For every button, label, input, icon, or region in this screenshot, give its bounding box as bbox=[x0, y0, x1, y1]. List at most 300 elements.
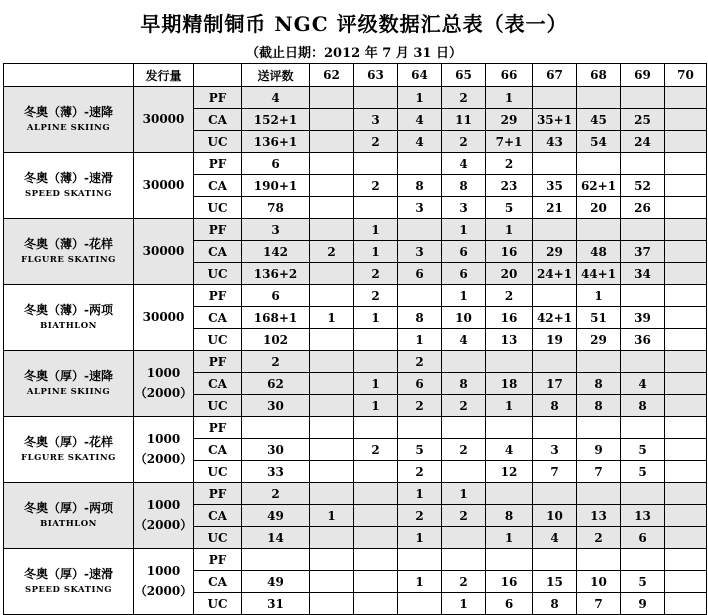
coin-name-cell bbox=[4, 219, 134, 285]
mintage-cell bbox=[134, 87, 194, 153]
coin-name-cell bbox=[4, 285, 134, 351]
grade-count-cell bbox=[310, 87, 354, 109]
grade-count-cell: 34 bbox=[621, 263, 665, 285]
finish-type-cell: UC bbox=[194, 395, 242, 417]
grade-count-cell: 13 bbox=[486, 329, 533, 351]
grade-count-cell: 4 bbox=[442, 153, 486, 175]
finish-type-cell: PF bbox=[194, 153, 242, 175]
finish-type-cell: CA bbox=[194, 439, 242, 461]
grade-count-cell bbox=[354, 153, 398, 175]
grade-count-cell: 2 bbox=[310, 241, 354, 263]
grade-count-cell bbox=[577, 351, 621, 373]
finish-type-cell: CA bbox=[194, 241, 242, 263]
grade-count-cell: 2 bbox=[398, 505, 442, 527]
grade-count-cell bbox=[442, 527, 486, 549]
grade-count-cell bbox=[665, 351, 707, 373]
mintage-cell bbox=[134, 153, 194, 219]
grade-count-cell bbox=[486, 417, 533, 439]
grade-count-cell bbox=[310, 219, 354, 241]
grade-count-cell: 7 bbox=[533, 461, 577, 483]
grade-count-cell: 9 bbox=[577, 439, 621, 461]
coin-name-en: ALPINE SKIING bbox=[26, 123, 111, 134]
grade-count-cell: 51 bbox=[577, 307, 621, 329]
mintage-alt-value: （2000） bbox=[134, 451, 193, 466]
grade-count-cell bbox=[621, 549, 665, 571]
grade-count-cell bbox=[665, 131, 707, 153]
grade-count-cell: 9 bbox=[621, 593, 665, 615]
grade-count-cell bbox=[533, 153, 577, 175]
grade-count-cell: 1 bbox=[442, 219, 486, 241]
grade-count-cell bbox=[442, 549, 486, 571]
submitted-count-cell: 6 bbox=[242, 153, 310, 175]
finish-type-cell: UC bbox=[194, 131, 242, 153]
grade-count-cell bbox=[665, 417, 707, 439]
grade-count-cell bbox=[665, 571, 707, 593]
grade-count-cell: 1 bbox=[398, 571, 442, 593]
grade-count-cell bbox=[354, 571, 398, 593]
grade-count-cell bbox=[442, 461, 486, 483]
grade-count-cell bbox=[665, 395, 707, 417]
grade-count-cell bbox=[665, 505, 707, 527]
grade-count-cell bbox=[310, 527, 354, 549]
mintage-value: 30000 bbox=[142, 177, 185, 192]
submitted-count-cell: 14 bbox=[242, 527, 310, 549]
grade-count-cell: 4 bbox=[398, 109, 442, 131]
grade-count-cell bbox=[354, 351, 398, 373]
finish-type-cell: CA bbox=[194, 175, 242, 197]
header-grade: 66 bbox=[486, 64, 533, 87]
grade-count-cell: 1 bbox=[486, 87, 533, 109]
header-grade: 65 bbox=[442, 64, 486, 87]
grade-count-cell: 3 bbox=[354, 109, 398, 131]
grade-count-cell bbox=[665, 153, 707, 175]
grade-count-cell: 2 bbox=[354, 285, 398, 307]
grade-count-cell: 2 bbox=[354, 131, 398, 153]
grade-count-cell: 29 bbox=[577, 329, 621, 351]
cutoff-date: （截止日期：2012 年 7 月 31 日） bbox=[246, 46, 462, 61]
grade-count-cell: 8 bbox=[398, 175, 442, 197]
grade-count-cell: 2 bbox=[442, 395, 486, 417]
grade-count-cell: 1 bbox=[398, 87, 442, 109]
page-title: 早期精制铜币 NGC 评级数据汇总表（表一） bbox=[140, 12, 568, 36]
grade-count-cell bbox=[621, 483, 665, 505]
grade-count-cell: 16 bbox=[486, 241, 533, 263]
grade-count-cell: 6 bbox=[442, 263, 486, 285]
mintage-value: 30000 bbox=[142, 243, 185, 258]
grade-count-cell bbox=[665, 175, 707, 197]
grade-count-cell: 7 bbox=[577, 461, 621, 483]
grade-count-cell: 1 bbox=[486, 395, 533, 417]
header-grade: 70 bbox=[665, 64, 707, 87]
grade-count-cell: 2 bbox=[486, 153, 533, 175]
table-row bbox=[4, 483, 707, 505]
grade-count-cell: 26 bbox=[621, 197, 665, 219]
table-row bbox=[4, 549, 707, 571]
submitted-count-cell: 168+1 bbox=[242, 307, 310, 329]
coin-name-en: FLGURE SKATING bbox=[21, 255, 116, 266]
mintage-value: 30000 bbox=[142, 111, 185, 126]
coin-name-cell bbox=[4, 549, 134, 615]
grade-count-cell bbox=[310, 483, 354, 505]
submitted-count-cell: 30 bbox=[242, 439, 310, 461]
header-grade: 63 bbox=[354, 64, 398, 87]
grade-count-cell: 1 bbox=[398, 527, 442, 549]
grade-count-cell: 8 bbox=[577, 395, 621, 417]
grade-count-cell: 29 bbox=[533, 241, 577, 263]
grade-count-cell bbox=[621, 153, 665, 175]
grade-count-cell: 8 bbox=[398, 307, 442, 329]
grade-count-cell: 1 bbox=[354, 241, 398, 263]
submitted-count-cell: 62 bbox=[242, 373, 310, 395]
submitted-count-cell: 33 bbox=[242, 461, 310, 483]
mintage-alt-value: （2000） bbox=[134, 517, 193, 532]
grade-count-cell: 18 bbox=[486, 373, 533, 395]
submitted-count-cell: 3 bbox=[242, 219, 310, 241]
grade-count-cell bbox=[398, 593, 442, 615]
grade-count-cell: 23 bbox=[486, 175, 533, 197]
finish-type-cell: PF bbox=[194, 285, 242, 307]
mintage-cell bbox=[134, 417, 194, 483]
grade-count-cell: 8 bbox=[442, 175, 486, 197]
table-row bbox=[4, 351, 707, 373]
finish-type-cell: PF bbox=[194, 351, 242, 373]
finish-type-cell: CA bbox=[194, 571, 242, 593]
coin-name-cell bbox=[4, 351, 134, 417]
submitted-count-cell bbox=[242, 417, 310, 439]
grade-count-cell: 35 bbox=[533, 175, 577, 197]
finish-type-cell: UC bbox=[194, 461, 242, 483]
ngc-grading-table bbox=[3, 63, 707, 615]
grade-count-cell bbox=[310, 329, 354, 351]
coin-name-cell bbox=[4, 153, 134, 219]
grade-count-cell: 2 bbox=[442, 439, 486, 461]
grade-count-cell: 54 bbox=[577, 131, 621, 153]
coin-name-en: FLGURE SKATING bbox=[21, 453, 116, 464]
coin-name-en: BIATHLON bbox=[40, 519, 97, 530]
submitted-count-cell: 49 bbox=[242, 505, 310, 527]
finish-type-cell: CA bbox=[194, 109, 242, 131]
grade-count-cell bbox=[665, 87, 707, 109]
grade-count-cell bbox=[354, 87, 398, 109]
grade-count-cell bbox=[533, 549, 577, 571]
grade-count-cell bbox=[310, 395, 354, 417]
coin-name-cell bbox=[4, 417, 134, 483]
grade-count-cell bbox=[665, 307, 707, 329]
grade-count-cell: 1 bbox=[486, 527, 533, 549]
grade-count-cell bbox=[310, 593, 354, 615]
grade-count-cell: 6 bbox=[398, 373, 442, 395]
finish-type-cell: UC bbox=[194, 197, 242, 219]
grade-count-cell bbox=[398, 153, 442, 175]
grade-count-cell: 3 bbox=[533, 439, 577, 461]
grade-count-cell: 5 bbox=[486, 197, 533, 219]
grade-count-cell: 2 bbox=[442, 571, 486, 593]
coin-name-cn: 冬奥（薄）-两项 bbox=[24, 303, 113, 318]
mintage-value: 1000 bbox=[146, 432, 181, 447]
grade-count-cell: 21 bbox=[533, 197, 577, 219]
grade-count-cell bbox=[665, 373, 707, 395]
grade-count-cell: 6 bbox=[486, 593, 533, 615]
grade-count-cell bbox=[310, 351, 354, 373]
grade-count-cell: 3 bbox=[442, 197, 486, 219]
grade-count-cell bbox=[354, 461, 398, 483]
table-row bbox=[4, 219, 707, 241]
submitted-count-cell: 30 bbox=[242, 395, 310, 417]
grade-count-cell: 1 bbox=[442, 593, 486, 615]
coin-name-cn: 冬奥（薄）-花样 bbox=[24, 237, 113, 252]
coin-name-cn: 冬奥（厚）-两项 bbox=[24, 501, 113, 516]
grade-count-cell: 2 bbox=[398, 351, 442, 373]
header-coin bbox=[4, 64, 134, 87]
header-grade: 64 bbox=[398, 64, 442, 87]
submitted-count-cell: 4 bbox=[242, 87, 310, 109]
header-mintage: 发行量 bbox=[134, 64, 194, 87]
grade-count-cell: 13 bbox=[621, 505, 665, 527]
grade-count-cell: 1 bbox=[398, 329, 442, 351]
coin-name-en: SPEED SKATING bbox=[25, 585, 112, 596]
grade-count-cell bbox=[665, 483, 707, 505]
finish-type-cell: PF bbox=[194, 549, 242, 571]
grade-count-cell bbox=[310, 197, 354, 219]
grade-count-cell bbox=[398, 549, 442, 571]
mintage-cell bbox=[134, 285, 194, 351]
grade-count-cell: 2 bbox=[442, 131, 486, 153]
header-grade: 68 bbox=[577, 64, 621, 87]
grade-count-cell: 4 bbox=[621, 373, 665, 395]
grade-count-cell bbox=[354, 593, 398, 615]
grade-count-cell: 5 bbox=[621, 439, 665, 461]
submitted-count-cell: 152+1 bbox=[242, 109, 310, 131]
mintage-value: 1000 bbox=[146, 564, 181, 579]
grade-count-cell: 17 bbox=[533, 373, 577, 395]
grade-count-cell: 25 bbox=[621, 109, 665, 131]
submitted-count-cell: 2 bbox=[242, 351, 310, 373]
grade-count-cell bbox=[665, 197, 707, 219]
grade-count-cell bbox=[310, 373, 354, 395]
grade-count-cell bbox=[354, 549, 398, 571]
grade-count-cell bbox=[398, 219, 442, 241]
grade-count-cell: 4 bbox=[533, 527, 577, 549]
grade-count-cell bbox=[577, 153, 621, 175]
grade-count-cell: 2 bbox=[354, 175, 398, 197]
finish-type-cell: UC bbox=[194, 593, 242, 615]
finish-type-cell: PF bbox=[194, 483, 242, 505]
grade-count-cell bbox=[665, 593, 707, 615]
mintage-cell bbox=[134, 483, 194, 549]
grade-count-cell bbox=[665, 527, 707, 549]
grade-count-cell bbox=[310, 417, 354, 439]
grade-count-cell: 24+1 bbox=[533, 263, 577, 285]
grade-count-cell: 4 bbox=[398, 131, 442, 153]
grade-count-cell: 42+1 bbox=[533, 307, 577, 329]
grade-count-cell: 1 bbox=[354, 307, 398, 329]
grade-count-cell: 52 bbox=[621, 175, 665, 197]
grade-count-cell: 11 bbox=[442, 109, 486, 131]
grade-count-cell: 5 bbox=[621, 571, 665, 593]
grade-count-cell: 43 bbox=[533, 131, 577, 153]
mintage-cell bbox=[134, 219, 194, 285]
grade-count-cell bbox=[310, 571, 354, 593]
grade-count-cell bbox=[354, 505, 398, 527]
grade-count-cell bbox=[621, 285, 665, 307]
grade-count-cell: 2 bbox=[577, 527, 621, 549]
grade-count-cell bbox=[577, 219, 621, 241]
grade-count-cell: 8 bbox=[577, 373, 621, 395]
grade-count-cell bbox=[310, 175, 354, 197]
submitted-count-cell: 2 bbox=[242, 483, 310, 505]
grade-count-cell bbox=[621, 417, 665, 439]
submitted-count-cell: 190+1 bbox=[242, 175, 310, 197]
grade-count-cell bbox=[577, 483, 621, 505]
grade-count-cell: 4 bbox=[486, 439, 533, 461]
finish-type-cell: PF bbox=[194, 219, 242, 241]
grade-count-cell: 6 bbox=[621, 527, 665, 549]
grade-count-cell: 2 bbox=[398, 395, 442, 417]
finish-type-cell: UC bbox=[194, 527, 242, 549]
finish-type-cell: PF bbox=[194, 417, 242, 439]
grade-count-cell: 1 bbox=[354, 373, 398, 395]
grade-count-cell: 20 bbox=[577, 197, 621, 219]
grade-count-cell bbox=[310, 549, 354, 571]
grade-count-cell: 10 bbox=[577, 571, 621, 593]
coin-name-cn: 冬奥（厚）-花样 bbox=[24, 435, 113, 450]
grade-count-cell bbox=[665, 461, 707, 483]
grade-count-cell: 1 bbox=[577, 285, 621, 307]
mintage-alt-value: （2000） bbox=[134, 583, 193, 598]
grade-count-cell: 4 bbox=[442, 329, 486, 351]
grade-count-cell: 3 bbox=[398, 241, 442, 263]
grade-count-cell: 6 bbox=[398, 263, 442, 285]
finish-type-cell: CA bbox=[194, 307, 242, 329]
grade-count-cell: 2 bbox=[442, 87, 486, 109]
submitted-count-cell: 6 bbox=[242, 285, 310, 307]
grade-count-cell: 5 bbox=[621, 461, 665, 483]
grade-count-cell: 10 bbox=[442, 307, 486, 329]
header-row bbox=[4, 64, 707, 87]
grade-count-cell: 8 bbox=[533, 593, 577, 615]
grade-count-cell bbox=[577, 417, 621, 439]
grade-count-cell: 29 bbox=[486, 109, 533, 131]
grade-count-cell bbox=[354, 527, 398, 549]
mintage-alt-value: （2000） bbox=[134, 385, 193, 400]
grade-count-cell: 39 bbox=[621, 307, 665, 329]
submitted-count-cell: 78 bbox=[242, 197, 310, 219]
coin-name-en: BIATHLON bbox=[40, 321, 97, 332]
grade-count-cell: 10 bbox=[533, 505, 577, 527]
grade-count-cell: 8 bbox=[533, 395, 577, 417]
grade-count-cell: 36 bbox=[621, 329, 665, 351]
grade-count-cell bbox=[486, 483, 533, 505]
grade-count-cell: 7 bbox=[577, 593, 621, 615]
grade-count-cell bbox=[398, 417, 442, 439]
grade-count-cell: 2 bbox=[354, 439, 398, 461]
table-row bbox=[4, 285, 707, 307]
grade-count-cell bbox=[621, 219, 665, 241]
coin-name-cn: 冬奥（厚）-速滑 bbox=[24, 567, 113, 582]
header-grade: 62 bbox=[310, 64, 354, 87]
header-grade: 67 bbox=[533, 64, 577, 87]
grade-count-cell bbox=[310, 461, 354, 483]
grade-count-cell bbox=[665, 329, 707, 351]
coin-name-cn: 冬奥（厚）-速降 bbox=[24, 369, 113, 384]
grade-count-cell: 44+1 bbox=[577, 263, 621, 285]
header-type bbox=[194, 64, 242, 87]
submitted-count-cell: 31 bbox=[242, 593, 310, 615]
grade-count-cell bbox=[310, 153, 354, 175]
grade-count-cell: 6 bbox=[442, 241, 486, 263]
grade-count-cell: 13 bbox=[577, 505, 621, 527]
grade-count-cell bbox=[310, 131, 354, 153]
table-row bbox=[4, 153, 707, 175]
mintage-value: 1000 bbox=[146, 498, 181, 513]
coin-name-cell bbox=[4, 87, 134, 153]
grade-count-cell bbox=[665, 285, 707, 307]
grade-count-cell: 1 bbox=[310, 505, 354, 527]
grade-count-cell bbox=[577, 549, 621, 571]
grade-count-cell: 15 bbox=[533, 571, 577, 593]
grade-count-cell bbox=[533, 219, 577, 241]
mintage-value: 30000 bbox=[142, 309, 185, 324]
submitted-count-cell: 102 bbox=[242, 329, 310, 351]
finish-type-cell: PF bbox=[194, 87, 242, 109]
grade-count-cell bbox=[354, 483, 398, 505]
grade-count-cell: 3 bbox=[398, 197, 442, 219]
grade-count-cell bbox=[354, 197, 398, 219]
grade-count-cell: 8 bbox=[486, 505, 533, 527]
coin-name-en: SPEED SKATING bbox=[25, 189, 112, 200]
grade-count-cell bbox=[354, 329, 398, 351]
finish-type-cell: UC bbox=[194, 263, 242, 285]
grade-count-cell: 7+1 bbox=[486, 131, 533, 153]
grade-count-cell: 20 bbox=[486, 263, 533, 285]
coin-name-cell bbox=[4, 483, 134, 549]
grade-count-cell: 48 bbox=[577, 241, 621, 263]
grade-count-cell: 1 bbox=[486, 219, 533, 241]
grade-count-cell: 1 bbox=[354, 219, 398, 241]
grade-count-cell: 1 bbox=[310, 307, 354, 329]
grade-count-cell bbox=[486, 351, 533, 373]
grade-count-cell bbox=[621, 87, 665, 109]
submitted-count-cell: 136+1 bbox=[242, 131, 310, 153]
grade-count-cell bbox=[310, 109, 354, 131]
grade-count-cell bbox=[310, 439, 354, 461]
grade-count-cell: 19 bbox=[533, 329, 577, 351]
submitted-count-cell: 142 bbox=[242, 241, 310, 263]
grade-count-cell bbox=[533, 483, 577, 505]
grade-count-cell: 35+1 bbox=[533, 109, 577, 131]
grade-count-cell bbox=[398, 285, 442, 307]
submitted-count-cell: 136+2 bbox=[242, 263, 310, 285]
grade-count-cell: 2 bbox=[354, 263, 398, 285]
table-row bbox=[4, 87, 707, 109]
grade-count-cell: 2 bbox=[398, 461, 442, 483]
finish-type-cell: CA bbox=[194, 373, 242, 395]
finish-type-cell: CA bbox=[194, 505, 242, 527]
grade-count-cell bbox=[533, 351, 577, 373]
grade-count-cell bbox=[486, 549, 533, 571]
grade-count-cell: 2 bbox=[486, 285, 533, 307]
grade-count-cell bbox=[442, 417, 486, 439]
header-submitted: 送评数 bbox=[242, 64, 310, 87]
grade-count-cell bbox=[665, 109, 707, 131]
grade-count-cell: 24 bbox=[621, 131, 665, 153]
grade-count-cell: 1 bbox=[442, 483, 486, 505]
grade-count-cell bbox=[665, 241, 707, 263]
finish-type-cell: UC bbox=[194, 329, 242, 351]
grade-count-cell bbox=[442, 351, 486, 373]
grade-count-cell bbox=[533, 87, 577, 109]
grade-count-cell bbox=[354, 417, 398, 439]
